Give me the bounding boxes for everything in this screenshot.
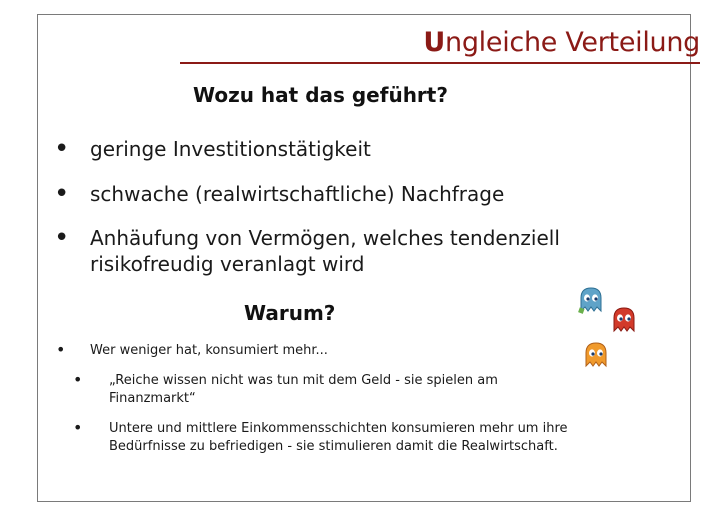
bullet-marker: • — [54, 134, 70, 164]
ghost-red-icon — [609, 305, 639, 335]
ghost-orange-icon — [581, 340, 611, 370]
bullet-marker: • — [54, 179, 70, 209]
sub-bullet-text: Wer weniger hat, konsumiert mehr... — [90, 343, 328, 358]
nested-bullet-item — [73, 420, 593, 456]
nested-bullet-text: „Reiche wissen nicht was tun mit dem Geld - sie spielen am Finanzmarkt“ — [109, 373, 498, 406]
bullet-marker: • — [54, 223, 70, 253]
heading-wozu: Wozu hat das geführt? — [193, 83, 448, 107]
bullet-marker: • — [73, 370, 83, 389]
bullet-marker: • — [56, 340, 66, 359]
bullet-marker: • — [73, 418, 83, 437]
title-initial: U — [423, 27, 446, 58]
nested-bullet-item — [73, 372, 513, 408]
ghost-blue-icon — [576, 285, 606, 315]
bullet-text: Anhäufung von Vermögen, welches tendenziell risikofreudig veranlagt wird — [90, 226, 560, 276]
title-rule — [180, 62, 700, 64]
bullet-item — [54, 136, 574, 162]
bullet-item — [54, 181, 574, 207]
nested-bullet-text: Untere und mittlere Einkommensschichten konsumieren mehr um ihre Bedürfnisse zu befriedigen - sie stimulieren damit die Realwirtschaft. — [109, 421, 568, 454]
bullet-text: schwache (realwirtschaftliche) Nachfrage — [90, 182, 505, 206]
sub-bullet-item — [56, 342, 436, 360]
heading-warum: Warum? — [244, 301, 336, 325]
title-rest: ngleiche Verteilung — [445, 27, 700, 58]
bullet-item — [54, 225, 574, 277]
slide-title — [423, 27, 700, 58]
bullet-text: geringe Investitionstätigkeit — [90, 137, 371, 161]
